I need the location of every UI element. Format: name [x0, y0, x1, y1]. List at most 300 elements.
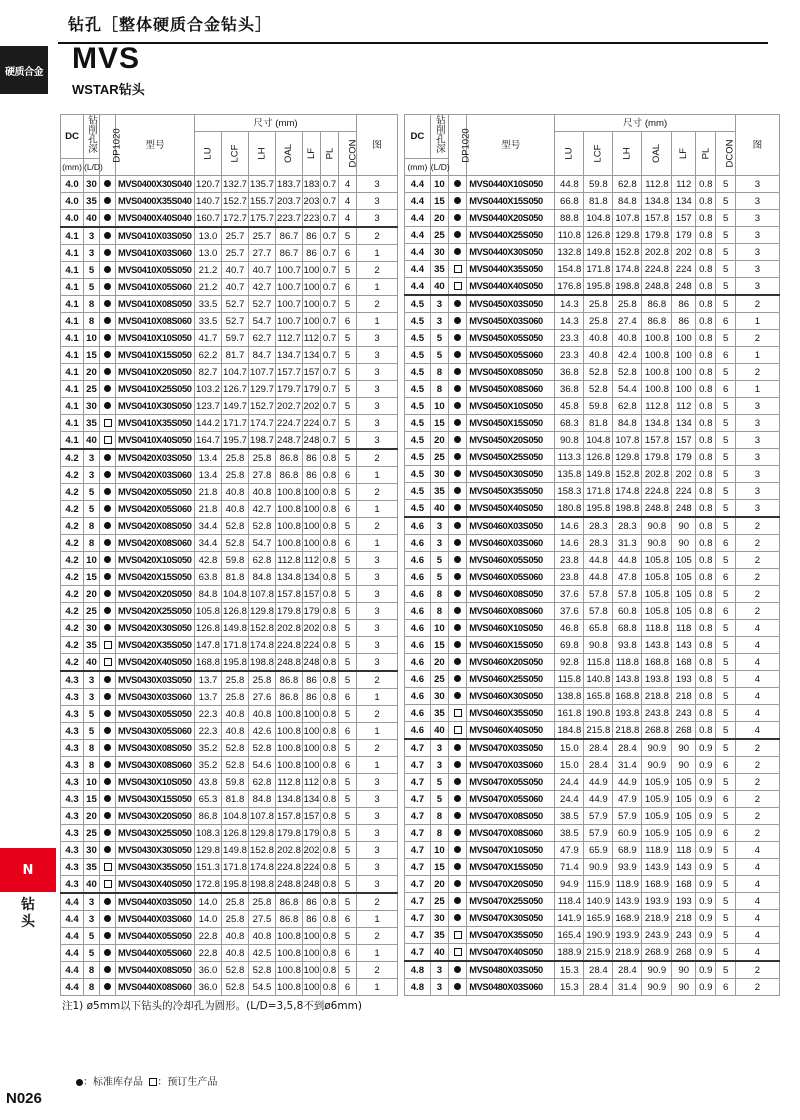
lu-cell: 154.8 [555, 261, 584, 278]
product-model: MVS [72, 42, 141, 75]
oal-cell: 100.8 [276, 945, 303, 962]
lu-cell: 161.8 [555, 705, 584, 722]
lu-cell: 35.2 [195, 757, 222, 774]
dc-cell: 4.1 [61, 279, 84, 296]
ld-cell: 5 [84, 928, 100, 945]
stock-dot-icon [104, 590, 111, 597]
lcf-cell: 28.3 [584, 517, 613, 535]
lh-cell: 198.8 [613, 500, 642, 518]
col-dp1020: DP1020 [449, 115, 467, 176]
lf-cell: 179 [303, 381, 321, 398]
col-lf: LF [303, 132, 321, 176]
table-row [61, 842, 398, 859]
dc-cell: 4.0 [61, 210, 84, 228]
ld-cell: 10 [430, 398, 448, 415]
dc-cell: 4.2 [61, 620, 84, 637]
stock-dot-icon [104, 214, 111, 221]
lf-cell: 193 [672, 893, 696, 910]
pl-cell: 0.8 [321, 569, 339, 586]
lh-cell: 52.8 [249, 962, 276, 979]
stock-dot-icon [454, 761, 461, 768]
oal-cell: 100.8 [642, 364, 672, 381]
lcf-cell: 59.8 [584, 398, 613, 415]
lh-cell: 47.9 [613, 791, 642, 808]
stock-status-cell [449, 774, 467, 791]
fig-cell: 1 [357, 313, 398, 330]
lh-cell: 198.8 [249, 654, 276, 672]
oal-cell: 86.8 [276, 467, 303, 484]
oal-cell: 203.7 [276, 193, 303, 210]
fig-cell: 4 [735, 842, 779, 859]
oal-cell: 105.8 [642, 569, 672, 586]
model-cell: MVS0410X05S050 [116, 262, 195, 279]
stock-dot-icon [454, 419, 461, 426]
model-cell: MVS0480X03S050 [467, 961, 555, 979]
col-oal: OAL [642, 132, 672, 176]
lf-cell: 105 [672, 774, 696, 791]
stock-status-cell [449, 722, 467, 740]
dc-cell: 4.4 [61, 893, 84, 911]
oal-cell: 202.8 [276, 620, 303, 637]
table-row [405, 586, 780, 603]
ld-cell: 8 [430, 825, 448, 842]
table-row [61, 586, 398, 603]
oal-cell: 100.8 [276, 484, 303, 501]
pl-cell: 0.9 [696, 739, 716, 757]
pl-cell: 0.8 [696, 210, 716, 227]
ld-cell: 3 [430, 757, 448, 774]
order-square-icon [104, 436, 112, 444]
stock-status-cell [100, 808, 116, 825]
lu-cell: 47.9 [555, 842, 584, 859]
oal-cell: 100.7 [276, 262, 303, 279]
lh-cell: 174.8 [613, 261, 642, 278]
ld-cell: 35 [430, 927, 448, 944]
lf-cell: 86 [303, 227, 321, 245]
lf-cell: 100 [303, 962, 321, 979]
dcon-cell: 5 [716, 705, 735, 722]
lcf-cell: 25.7 [222, 245, 249, 262]
col-pl: PL [696, 132, 716, 176]
dcon-cell: 4 [339, 193, 357, 210]
stock-status-cell [449, 552, 467, 569]
pl-cell: 0.8 [321, 706, 339, 723]
model-cell: MVS0470X15S050 [467, 859, 555, 876]
lh-cell: 152.8 [613, 466, 642, 483]
stock-dot-icon [454, 180, 461, 187]
ld-cell: 3 [84, 467, 100, 484]
lf-cell: 157 [672, 210, 696, 227]
col-lu: LU [195, 132, 222, 176]
lu-cell: 21.2 [195, 279, 222, 296]
dcon-cell: 5 [716, 517, 735, 535]
dcon-cell: 5 [339, 740, 357, 757]
stock-status-cell [449, 910, 467, 927]
ld-cell: 3 [430, 517, 448, 535]
lh-cell: 42.5 [249, 945, 276, 962]
stock-status-cell [100, 979, 116, 996]
category-tab-carbide[interactable]: 硬质合金 [0, 46, 48, 94]
table-row [61, 945, 398, 962]
table-row [61, 757, 398, 774]
oal-cell: 218.8 [642, 688, 672, 705]
fig-cell: 2 [735, 586, 779, 603]
fig-cell: 2 [735, 791, 779, 808]
stock-status-cell [449, 227, 467, 244]
dcon-cell: 6 [339, 723, 357, 740]
dc-cell: 4.4 [405, 210, 431, 227]
oal-cell: 118.8 [642, 620, 672, 637]
table-row [61, 193, 398, 210]
stock-dot-icon [454, 522, 461, 529]
fig-cell: 3 [735, 415, 779, 432]
fig-cell: 1 [357, 723, 398, 740]
stock-dot-icon [104, 180, 111, 187]
stock-status-cell [449, 603, 467, 620]
pl-cell: 0.8 [321, 928, 339, 945]
lcf-cell: 172.7 [222, 210, 249, 228]
fig-cell: 1 [735, 347, 779, 364]
ld-cell: 25 [430, 449, 448, 466]
model-cell: MVS0430X35S050 [116, 859, 195, 876]
lu-cell: 41.7 [195, 330, 222, 347]
table-row [405, 244, 780, 261]
lcf-cell: 81.8 [222, 569, 249, 586]
lu-cell: 37.6 [555, 586, 584, 603]
stock-status-cell [449, 517, 467, 535]
model-cell: MVS0470X35S050 [467, 927, 555, 944]
stock-dot-icon [76, 1079, 83, 1086]
model-cell: MVS0430X20S050 [116, 808, 195, 825]
lf-cell: 243 [672, 927, 696, 944]
stock-status-cell [449, 791, 467, 808]
lcf-cell: 149.7 [222, 398, 249, 415]
fig-cell: 3 [735, 193, 779, 210]
ld-cell: 5 [430, 552, 448, 569]
lh-cell: 107.8 [613, 210, 642, 227]
lf-cell: 202 [672, 244, 696, 261]
stock-dot-icon [104, 266, 111, 273]
lu-cell: 35.2 [195, 740, 222, 757]
table-row [405, 517, 780, 535]
lcf-cell: 165.9 [584, 910, 613, 927]
ld-cell: 3 [430, 961, 448, 979]
lf-cell: 90 [672, 979, 696, 996]
fig-cell: 1 [357, 945, 398, 962]
fig-cell: 2 [735, 808, 779, 825]
ld-cell: 20 [84, 364, 100, 381]
lcf-cell: 190.8 [584, 705, 613, 722]
fig-cell: 3 [735, 500, 779, 518]
lcf-cell: 25.8 [222, 689, 249, 706]
table-row [405, 944, 780, 962]
lh-cell: 68.8 [613, 620, 642, 637]
dcon-cell: 6 [716, 791, 735, 808]
lu-cell: 82.7 [195, 364, 222, 381]
model-cell: MVS0470X20S050 [467, 876, 555, 893]
dcon-cell: 6 [339, 501, 357, 518]
lcf-cell: 52.8 [222, 757, 249, 774]
ld-cell: 30 [430, 244, 448, 261]
lh-cell: 174.7 [249, 415, 276, 432]
lh-cell: 62.8 [613, 176, 642, 193]
stock-dot-icon [104, 505, 111, 512]
model-cell: MVS0460X10S050 [467, 620, 555, 637]
oal-cell: 202.8 [276, 842, 303, 859]
dc-cell: 4.2 [61, 449, 84, 467]
stock-status-cell [100, 774, 116, 791]
table-row [61, 603, 398, 620]
model-cell: MVS0470X03S060 [467, 757, 555, 774]
stock-dot-icon [454, 368, 461, 375]
lu-cell: 144.2 [195, 415, 222, 432]
dc-cell: 4.4 [405, 278, 431, 296]
ld-cell: 30 [430, 910, 448, 927]
pl-cell: 0.9 [696, 825, 716, 842]
lcf-cell: 52.8 [222, 962, 249, 979]
ld-cell: 8 [84, 740, 100, 757]
stock-status-cell [100, 467, 116, 484]
lcf-cell: 149.8 [584, 466, 613, 483]
dc-cell: 4.0 [61, 176, 84, 193]
table-row [405, 637, 780, 654]
lh-cell: 84.8 [613, 415, 642, 432]
lu-cell: 21.8 [195, 484, 222, 501]
ld-cell: 35 [84, 415, 100, 432]
fig-cell: 3 [735, 278, 779, 296]
dc-cell: 4.3 [61, 671, 84, 689]
stock-dot-icon [104, 522, 111, 529]
ld-cell: 40 [84, 876, 100, 894]
lu-cell: 34.4 [195, 518, 222, 535]
stock-status-cell [100, 620, 116, 637]
lh-cell: 129.8 [613, 449, 642, 466]
lf-cell: 100 [672, 381, 696, 398]
lf-cell: 202 [672, 466, 696, 483]
col-size-group: 尺寸 (mm) [195, 115, 357, 132]
model-cell: MVS0410X10S050 [116, 330, 195, 347]
lcf-cell: 40.8 [222, 945, 249, 962]
dc-cell: 4.2 [61, 637, 84, 654]
lf-cell: 218 [672, 688, 696, 705]
pl-cell: 0.8 [321, 449, 339, 467]
pl-cell: 0.7 [321, 432, 339, 450]
dcon-cell: 6 [339, 245, 357, 262]
lh-cell: 25.8 [249, 449, 276, 467]
legend-stock: ：标准库存品 [83, 1077, 143, 1088]
lu-cell: 36.8 [555, 364, 584, 381]
lcf-cell: 52.8 [584, 381, 613, 398]
fig-cell: 3 [735, 261, 779, 278]
lcf-cell: 40.8 [584, 347, 613, 364]
lcf-cell: 57.9 [584, 825, 613, 842]
stock-status-cell [100, 501, 116, 518]
section-tab-n[interactable]: N [0, 848, 56, 892]
stock-status-cell [100, 279, 116, 296]
model-cell: MVS0470X25S050 [467, 893, 555, 910]
lcf-cell: 25.8 [584, 313, 613, 330]
dcon-cell: 5 [339, 364, 357, 381]
lcf-cell: 126.7 [222, 381, 249, 398]
col-size-group: 尺寸 (mm) [555, 115, 736, 132]
dcon-cell: 5 [339, 330, 357, 347]
lh-cell: 40.8 [249, 706, 276, 723]
lcf-cell: 149.8 [584, 244, 613, 261]
table-row [61, 859, 398, 876]
lu-cell: 15.3 [555, 979, 584, 996]
stock-status-cell [100, 603, 116, 620]
lcf-cell: 52.7 [222, 296, 249, 313]
oal-cell: 224.7 [276, 415, 303, 432]
oal-cell: 134.8 [276, 569, 303, 586]
dcon-cell: 5 [339, 774, 357, 791]
lu-cell: 37.6 [555, 603, 584, 620]
dcon-cell: 5 [716, 449, 735, 466]
dcon-cell: 5 [716, 261, 735, 278]
lu-cell: 115.8 [555, 671, 584, 688]
model-cell: MVS0450X03S060 [467, 313, 555, 330]
table-row [61, 364, 398, 381]
lh-cell: 54.7 [249, 313, 276, 330]
stock-status-cell [100, 945, 116, 962]
dc-cell: 4.3 [61, 740, 84, 757]
model-cell: MVS0460X35S050 [467, 705, 555, 722]
lu-cell: 66.8 [555, 193, 584, 210]
pl-cell: 0.8 [321, 774, 339, 791]
ld-cell: 15 [84, 791, 100, 808]
ld-cell: 15 [84, 347, 100, 364]
lh-cell: 175.7 [249, 210, 276, 228]
lh-cell: 28.3 [613, 517, 642, 535]
lcf-cell: 132.7 [222, 176, 249, 193]
pl-cell: 0.8 [696, 517, 716, 535]
lh-cell: 54.6 [249, 757, 276, 774]
stock-dot-icon [104, 556, 111, 563]
oal-cell: 100.8 [276, 723, 303, 740]
oal-cell: 100.8 [276, 740, 303, 757]
oal-cell: 100.8 [276, 706, 303, 723]
model-cell: MVS0420X25S050 [116, 603, 195, 620]
lu-cell: 23.3 [555, 330, 584, 347]
pl-cell: 0.8 [321, 962, 339, 979]
stock-dot-icon [454, 624, 461, 631]
dc-cell: 4.3 [61, 723, 84, 740]
pl-cell: 0.8 [696, 381, 716, 398]
lu-cell: 165.4 [555, 927, 584, 944]
pl-cell: 0.8 [321, 654, 339, 672]
dcon-cell: 5 [716, 552, 735, 569]
col-lf: LF [672, 132, 696, 176]
model-cell: MVS0420X20S050 [116, 586, 195, 603]
lh-cell: 118.8 [613, 654, 642, 671]
lu-cell: 151.3 [195, 859, 222, 876]
lu-cell: 141.9 [555, 910, 584, 927]
lu-cell: 63.8 [195, 569, 222, 586]
dcon-cell: 5 [339, 484, 357, 501]
lu-cell: 184.8 [555, 722, 584, 740]
dcon-cell: 5 [716, 210, 735, 227]
lcf-cell: 28.4 [584, 739, 613, 757]
fig-cell: 3 [357, 398, 398, 415]
fig-cell: 3 [735, 432, 779, 449]
col-ld: 钻削孔深 [430, 115, 448, 159]
dcon-cell: 5 [339, 347, 357, 364]
lcf-cell: 195.8 [222, 876, 249, 894]
stock-dot-icon [454, 829, 461, 836]
model-cell: MVS0470X05S060 [467, 791, 555, 808]
dcon-cell: 6 [716, 347, 735, 364]
table-row [405, 466, 780, 483]
dc-cell: 4.2 [61, 518, 84, 535]
stock-dot-icon [104, 385, 111, 392]
lcf-cell: 25.8 [222, 671, 249, 689]
lf-cell: 248 [672, 278, 696, 296]
pl-cell: 0.8 [696, 586, 716, 603]
lf-cell: 224 [672, 261, 696, 278]
model-cell: MVS0450X35S050 [467, 483, 555, 500]
stock-dot-icon [104, 539, 111, 546]
stock-status-cell [449, 500, 467, 518]
order-square-icon [454, 726, 462, 734]
pl-cell: 0.7 [321, 227, 339, 245]
dc-cell: 4.3 [61, 774, 84, 791]
dc-cell: 4.1 [61, 313, 84, 330]
lcf-cell: 40.8 [222, 928, 249, 945]
oal-cell: 193.9 [642, 893, 672, 910]
lf-cell: 168 [672, 654, 696, 671]
lcf-cell: 52.8 [222, 979, 249, 996]
oal-cell: 157.7 [276, 364, 303, 381]
table-row [61, 791, 398, 808]
model-cell: MVS0460X20S050 [467, 654, 555, 671]
table-row [61, 245, 398, 262]
dc-cell: 4.3 [61, 859, 84, 876]
model-cell: MVS0410X03S060 [116, 245, 195, 262]
dcon-cell: 5 [716, 398, 735, 415]
ld-cell: 3 [430, 295, 448, 313]
dc-cell: 4.7 [405, 791, 431, 808]
model-cell: MVS0440X08S060 [116, 979, 195, 996]
lf-cell: 100 [303, 706, 321, 723]
stock-status-cell [100, 876, 116, 894]
pl-cell: 0.8 [696, 671, 716, 688]
stock-status-cell [449, 979, 467, 996]
lf-cell: 100 [303, 296, 321, 313]
oal-cell: 179.7 [276, 381, 303, 398]
model-cell: MVS0410X08S060 [116, 313, 195, 330]
lf-cell: 100 [303, 723, 321, 740]
lcf-cell: 171.7 [222, 415, 249, 432]
dcon-cell: 5 [339, 620, 357, 637]
dc-cell: 4.5 [405, 347, 431, 364]
table-row [61, 962, 398, 979]
fig-cell: 2 [357, 893, 398, 911]
fig-cell: 2 [735, 739, 779, 757]
fig-cell: 3 [357, 552, 398, 569]
table-row [61, 467, 398, 484]
dcon-cell: 5 [339, 552, 357, 569]
lu-cell: 13.0 [195, 245, 222, 262]
ld-cell: 10 [430, 176, 448, 193]
stock-status-cell [449, 842, 467, 859]
oal-cell: 224.8 [642, 483, 672, 500]
stock-dot-icon [104, 932, 111, 939]
fig-cell: 3 [357, 825, 398, 842]
lf-cell: 224 [303, 415, 321, 432]
table-row [405, 842, 780, 859]
model-cell: MVS0440X05S050 [116, 928, 195, 945]
lh-cell: 27.7 [249, 245, 276, 262]
